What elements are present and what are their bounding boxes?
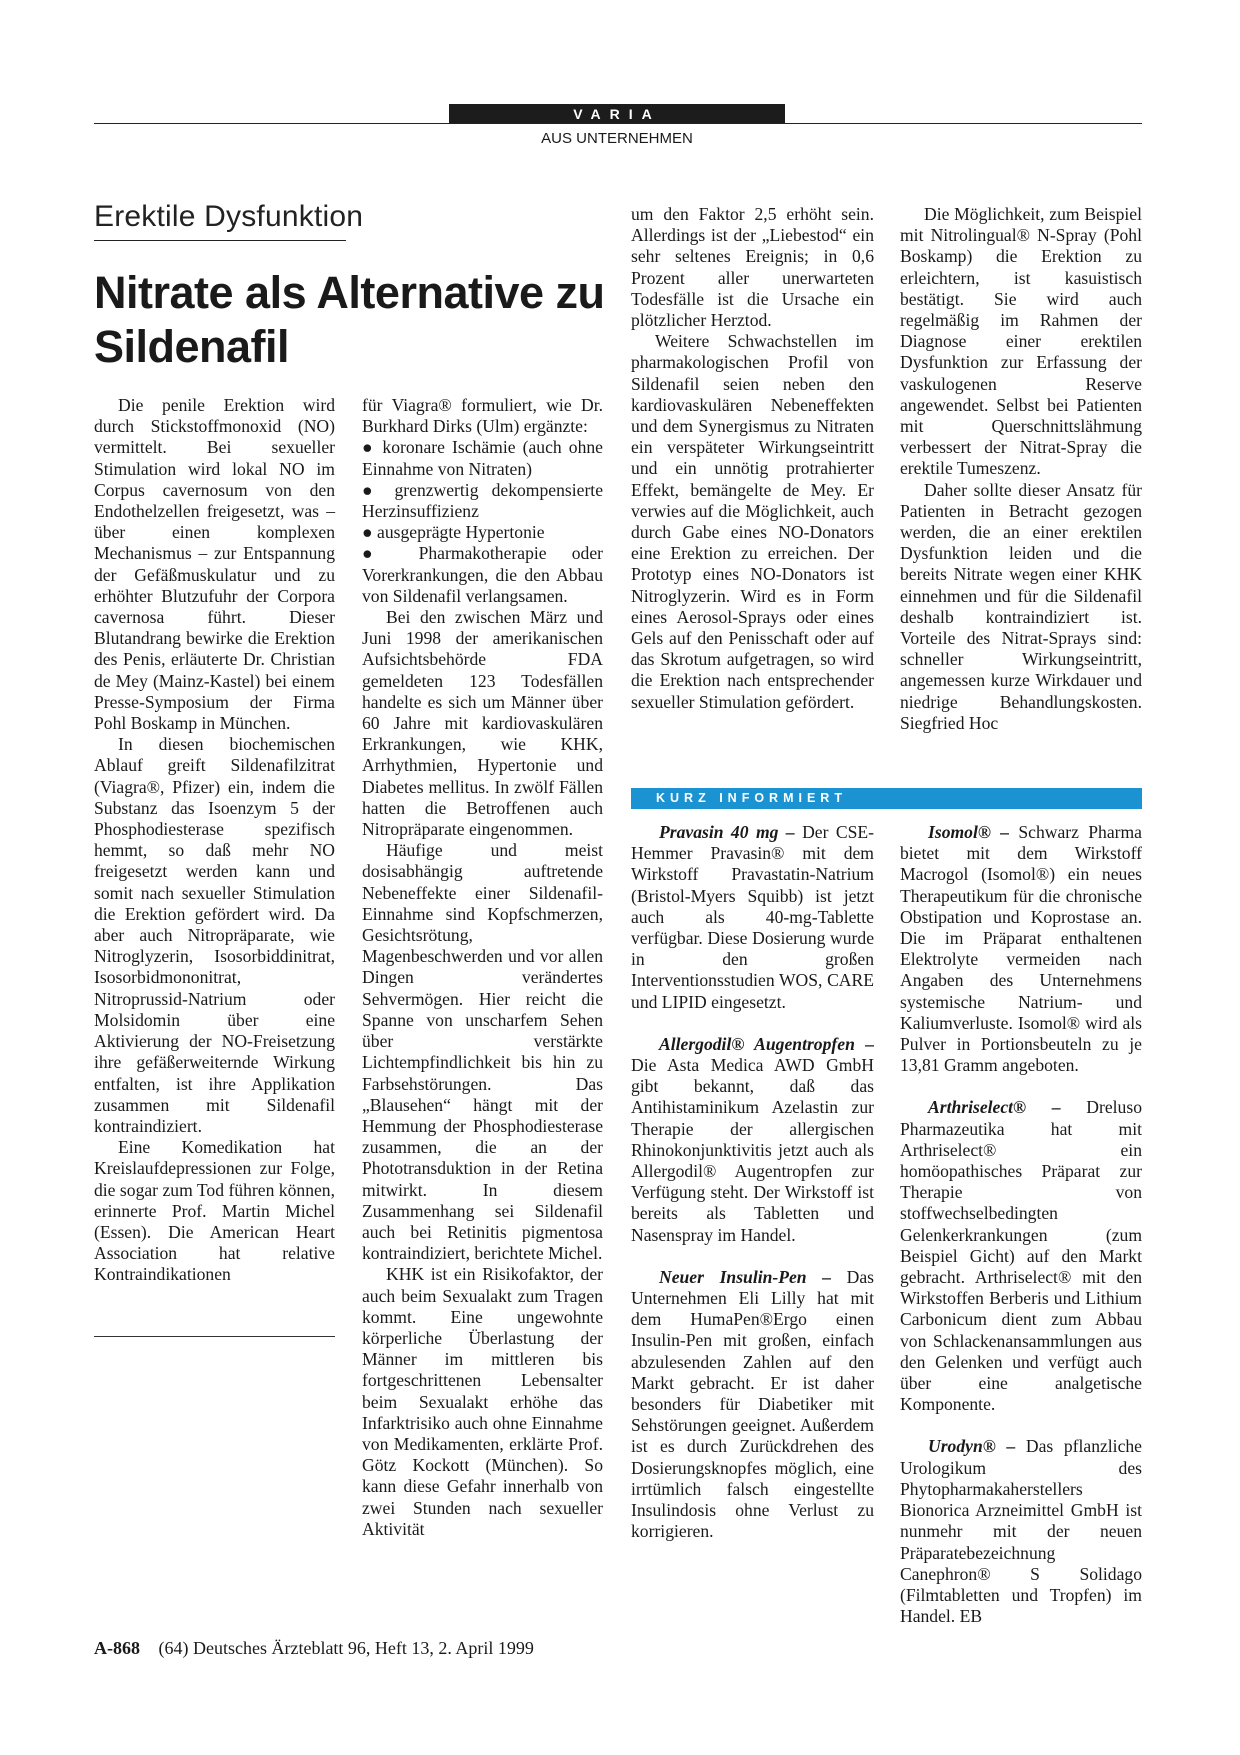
news-column-left xyxy=(631,822,874,1543)
news-item xyxy=(900,1097,1142,1415)
news-column-right xyxy=(900,822,1142,1627)
section-label: VARIA xyxy=(449,104,785,124)
paragraph: Weitere Schwachstellen im pharmakologischen Profil von Sildenafil seien neben den kardiovaskulären Nebeneffekten und dem Synergismus zu Nitraten ein verspäteter Wirkungseintritt und ein unnötig protrahierter Effekt, bemängelte de Mey. Er verwies auf die Möglichkeit, auch durch Gabe eines NO-Donators eine Erektion zu erreichen. Der Prototyp eines NO-Donators ist Nitroglyzerin. Wird es in Form eines Aerosol-Sprays oder eines Gels auf den Penisschaft oder auf das Skrotum aufgetragen, so wird die Erektion nach entsprechender sexueller Stimulation gefördert. xyxy=(631,331,874,712)
news-lead: Neuer Insulin-Pen – xyxy=(659,1266,832,1287)
paragraph: Häufige und meist dosisabhängig auftretende Nebeneffekte einer Sildenafil-Einnahme sind Kopfschmerzen, Gesichtsrötung, Magenbeschwerden und vor allen Dingen verändertes Sehvermögen. Hier reicht die Spanne von unscharfem Sehen über verstärkte Lichtempfindlichkeit bis hin zu Farbsehstörungen. Das „Blausehen“ hängt mit der Hemmung der Phosphodiesterase zusammen, die an der Phototransduktion in der Retina mitwirkt. In diesem Zusammenhang sei Sildenafil auch bei Retinitis pigmentosa kontraindiziert, berichtete Michel. xyxy=(362,840,603,1264)
article-column-2 xyxy=(362,395,603,1540)
kicker-rule xyxy=(94,240,346,241)
paragraph: KHK ist ein Risikofaktor, der auch beim Sexualakt zum Tragen kommt. Eine ungewohnte körperliche Überlastung der Männer im mittleren bis fortgeschrittenen Lebensalter beim Sexualakt erhöhe das Infarktrisiko auch ohne Einnahme von Medikamenten, erklärte Prof. Götz Kockott (München). So kann diese Gefahr innerhalb von zwei Stunden nach sexueller Aktivität xyxy=(362,1264,603,1539)
bullet-item: ● grenzwertig dekompensierte Herzinsuffizienz xyxy=(362,479,603,522)
paragraph: In diesen biochemischen Ablauf greift Sildenafilzitrat (Viagra®, Pfizer) ein, indem die Substanz das Isoenzym 5 der Phosphodiesterase spezifisch hemmt, so daß mehr NO freigesetzt werden kann und somit nach sexueller Stimulation die Erektion gefördert wird. Da aber auch Nitropräparate, wie Nitroglyzerin, Isosorbiddinitrat, Isosorbidmononitrat, Nitroprussid-Natrium oder Molsidomin über eine Aktivierung der NO-Freisetzung ihre gefäßerweiternde Wirkung entfalten, ist ihre Applikation zusammen mit Sildenafil kontraindiziert. xyxy=(94,734,335,1136)
paragraph: um den Faktor 2,5 erhöht sein. Allerdings ist der „Liebestod“ ein sehr seltenes Ereignis; in 0,6 Prozent aller unerwarteten Todesfälle ist die Ursache ein plötzlicher Herztod. xyxy=(631,204,874,331)
news-text: Dreluso Pharmazeutika hat mit Arthriselect® ein homöopathisches Präparat zur Therapie von stoffwechselbedingten Gelenkerkrankungen (zum Beispiel Gicht) auf den Markt gebracht. Arthriselect® mit den Wirkstoffen Berberis und Lithium Carbonicum dient zum Abbau von Schlackenansammlungen aus den Gelenken und verfügt auch über eine analgetische Komponente. xyxy=(900,1097,1142,1415)
page-number: A-868 xyxy=(94,1638,140,1658)
news-item xyxy=(900,1436,1142,1627)
paragraph: Daher sollte dieser Ansatz für Patienten in Betracht gezogen werden, die an einer erektilen Dysfunktion leiden und die bereits Nitrate wegen einer KHK einnehmen und für die Sildenafil deshalb kontraindiziert ist. Vorteile des Nitrat-Sprays sind: schneller Wirkungseintritt, angemessen kurze Wirkdauer und niedrige Behandlungskosten. Siegfried Hoc xyxy=(900,479,1142,733)
bullet-item: ● koronare Ischämie (auch ohne Einnahme von Nitraten) xyxy=(362,437,603,479)
header-rule xyxy=(94,123,1142,124)
news-text: Schwarz Pharma bietet mit dem Wirkstoff Macrogol (Isomol®) ein neues Therapeutikum für die chronische Obstipation und Koprostase an. Die im Präparat enthaltenen Elektrolyte vermeiden nach Angaben des Unternehmens systemische Natrium- und Kaliumverluste. Isomol® wird als Pulver in Portionsbeuteln zu je 13,81 Gramm angeboten. xyxy=(900,822,1142,1076)
page-footer xyxy=(94,1638,534,1659)
paragraph: Die Möglichkeit, zum Beispiel mit Nitrolingual® N-Spray (Pohl Boskamp) die Erektion zu erleichtern, ist kasuistisch bestätigt. Sie wird auch regelmäßig im Rahmen der Diagnose einer erektilen Dysfunktion zur Erfassung der vaskulogenen Reserve angewendet. Selbst bei Patienten mit Querschnittslähmung verbessert der Nitrat-Spray die erektile Tumeszenz. xyxy=(900,204,1142,479)
news-item xyxy=(631,822,874,1013)
news-lead: Urodyn® – xyxy=(928,1436,1016,1457)
paragraph: für Viagra® formuliert, wie Dr. Burkhard Dirks (Ulm) ergänzte: xyxy=(362,395,603,437)
subsection-label: AUS UNTERNEHMEN xyxy=(541,130,693,147)
news-lead: Arthriselect® – xyxy=(928,1097,1061,1118)
news-item xyxy=(631,1267,874,1543)
article-title: Nitrate als Alternative zu Sildenafil xyxy=(94,267,605,372)
journal-citation: (64) Deutsches Ärzteblatt 96, Heft 13, 2. April 1999 xyxy=(158,1638,534,1658)
kurz-informiert-label: KURZ INFORMIERT xyxy=(631,788,1142,809)
news-lead: Pravasin 40 mg – xyxy=(659,822,795,842)
news-lead: Allergodil® Augentropfen – xyxy=(659,1033,874,1054)
news-text: Der CSE-Hemmer Pravasin® mit dem Wirkstoff Pravastatin-Natrium (Bristol-Myers Squibb) ist jetzt auch als 40-mg-Tablette verfügbar. Diese Dosierung wurde in den großen Interventionsstudien WOS, CARE und LIPID eingesetzt. xyxy=(631,822,874,1012)
news-text: Das pflanzliche Urologikum des Phytopharmakaherstellers Bionorica Arzneimittel GmbH ist nunmehr mit der neuen Präparatebezeichnung Canephron® S Solidago (Filmtabletten und Tropfen) im Handel. EB xyxy=(900,1436,1142,1627)
article-column-1 xyxy=(94,395,335,1286)
bullet-item: ● ausgeprägte Hypertonie xyxy=(362,522,545,543)
article-column-4 xyxy=(900,204,1142,734)
paragraph: Die penile Erektion wird durch Stickstoffmonoxid (NO) vermittelt. Bei sexueller Stimulation wird lokal NO im Corpus cavernosum von den Endothelzellen freigesetzt, was – über einen komplexen Mechanismus – zur Entspannung der Gefäßmuskulatur und zu erhöhter Blutzufuhr der Corpora cavernosa führt. Dieser Blutandrang bewirke die Erektion des Penis, erläuterte Dr. Christian de Mey (Mainz-Kastel) bei einem Presse-Symposium der Firma Pohl Boskamp in München. xyxy=(94,395,335,734)
article-column-3 xyxy=(631,204,874,713)
news-item xyxy=(631,1034,874,1246)
news-text: Das Unternehmen Eli Lilly hat mit dem HumaPen®Ergo einen Insulin-Pen mit großen, einfach abzulesenden Zahlen auf den Markt gebracht. Er ist daher besonders für Diabetiker mit Sehstörungen geeignet. Außerdem ist es durch Zurückdrehen des Dosierungsknopfes möglich, eine irrtümlich falsch eingestellte Insulindosis ohne Verlust zu korrigieren. xyxy=(631,1266,874,1542)
news-lead: Isomol® – xyxy=(928,822,1010,842)
article-kicker: Erektile Dysfunktion xyxy=(94,200,364,233)
paragraph: Eine Komedikation hat Kreislaufdepressionen zur Folge, die sogar zum Tod führen können, erinnerte Prof. Martin Michel (Essen). Die American Heart Association hat relative Kontraindikationen xyxy=(94,1137,335,1285)
column-end-rule xyxy=(94,1336,335,1337)
bullet-item: ● Pharmakotherapie oder Vorerkrankungen, die den Abbau von Sildenafil verlangsamen. xyxy=(362,543,603,606)
paragraph: Bei den zwischen März und Juni 1998 der amerikanischen Aufsichtsbehörde FDA gemeldeten 123 Todesfällen handelte es sich um Männer über 60 Jahre mit kardiovaskulären Erkrankungen, wie KHK, Arrhythmien, Hypertonie und Diabetes mellitus. In zwölf Fällen hatten die Betroffenen auch Nitropräparate eingenommen. xyxy=(362,607,603,840)
news-text: Die Asta Medica AWD GmbH gibt bekannt, daß das Antihistaminikum Azelastin zur Therapie der allergischen Rhinokonjunktivitis jetzt auch als Allergodil® Augentropfen zur Verfügung steht. Der Wirkstoff ist bereits als Tabletten und Nasenspray im Handel. xyxy=(631,1055,874,1245)
news-item xyxy=(900,822,1142,1076)
